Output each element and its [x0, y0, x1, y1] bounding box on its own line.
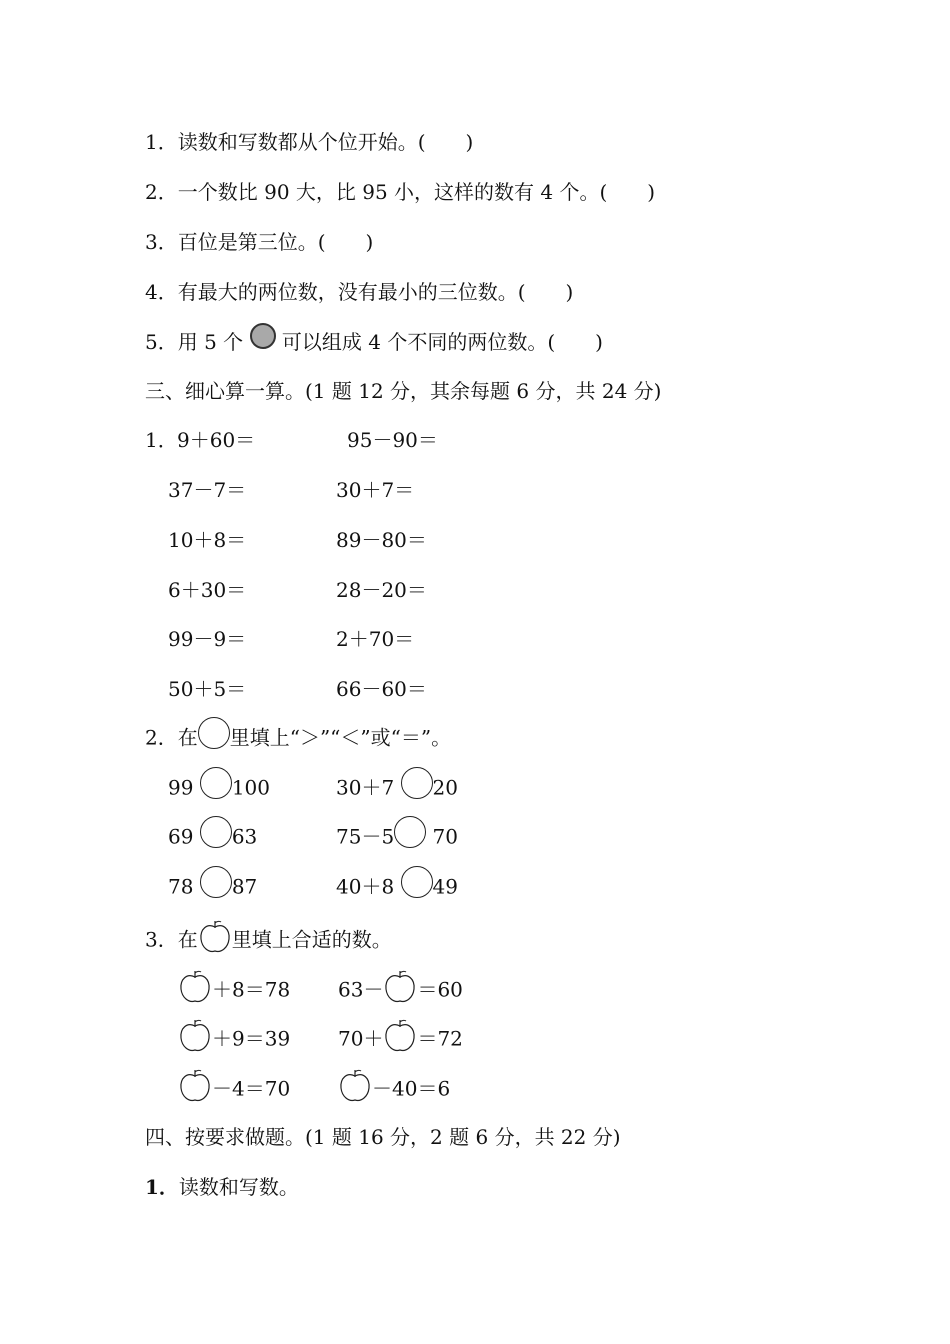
compare-value: 20	[432, 775, 458, 800]
judge-item-1	[145, 128, 473, 156]
compare-value: 87	[231, 874, 258, 899]
fill-row-2-left	[178, 1023, 290, 1051]
compare-value: 30＋7	[336, 775, 395, 800]
calc-left: 6＋30＝	[168, 578, 247, 602]
compare-row-1-right	[336, 773, 458, 801]
compare-value: 69	[168, 824, 194, 849]
compare-value: 63	[231, 824, 258, 849]
calc-left: 37－7＝	[168, 478, 247, 502]
item-number: 1．	[145, 130, 178, 154]
item-number: 3．	[145, 230, 178, 254]
apple-icon	[198, 920, 232, 954]
section-3-title: 三、细心算一算。(1 题 12 分，其余每题 6 分，共 24 分)	[145, 379, 662, 403]
compare-row-1-left	[168, 773, 270, 801]
calc-right: 2＋70＝	[336, 627, 415, 651]
calc-left: 10＋8＝	[168, 528, 247, 552]
compare-q2-prompt	[145, 723, 451, 751]
calc-right: 30＋7＝	[336, 478, 415, 502]
answer-circle[interactable]	[394, 816, 426, 848]
item-text: 一个数比 90 大，比 95 小，这样的数有 4 个。( )	[177, 180, 656, 204]
item-number: 2．	[145, 180, 178, 204]
compare-value: 49	[432, 874, 458, 899]
compare-row-3-left	[168, 872, 257, 900]
fill-q3-prompt	[145, 924, 392, 952]
prompt-after: 里填上“＞”“＜”或“＝”。	[229, 725, 452, 750]
compare-value: 78	[168, 874, 194, 899]
compare-value: 75－5	[336, 824, 395, 849]
fill-row-1-left	[178, 974, 290, 1002]
calc-left: 50＋5＝	[168, 677, 247, 701]
compare-row-2-left	[168, 822, 257, 850]
item-text: 读数和写数。	[178, 1175, 299, 1199]
item-text: 百位是第三位。( )	[177, 230, 374, 254]
equation-text: ＝60	[417, 977, 463, 1002]
fill-row-3-left	[178, 1073, 290, 1101]
gray-ball-icon	[250, 323, 276, 349]
compare-row-2-right	[336, 822, 458, 850]
item-number: 3．	[145, 927, 178, 952]
answer-circle[interactable]	[200, 816, 232, 848]
equation-text: 70＋	[338, 1026, 384, 1051]
item-text-before: 用 5 个	[177, 330, 244, 354]
item-text: 读数和写数都从个位开始。( )	[177, 130, 474, 154]
item-number: 4．	[145, 280, 178, 304]
equation-text: ＋9＝39	[212, 1026, 291, 1051]
item-number: 5．	[145, 330, 178, 354]
calc-left: 99－9＝	[168, 627, 247, 651]
section-4-q1	[145, 1173, 299, 1201]
item-number: 2．	[145, 725, 178, 750]
apple-blank[interactable]	[338, 1069, 372, 1103]
apple-blank[interactable]	[383, 1019, 417, 1053]
item-number: 1．	[145, 1175, 179, 1199]
calc-right: 66－60＝	[336, 677, 427, 701]
calc-q1-number: 1．	[145, 428, 178, 452]
item-text-after: 可以组成 4 个不同的两位数。( )	[281, 330, 603, 354]
apple-blank[interactable]	[178, 1019, 212, 1053]
judge-item-2	[145, 178, 655, 206]
equation-text: ＝72	[417, 1026, 463, 1051]
compare-value: 100	[231, 775, 270, 800]
compare-value: 99	[168, 775, 194, 800]
compare-value: 40＋8	[336, 874, 395, 899]
compare-row-3-right	[336, 872, 458, 900]
prompt-before: 在	[177, 725, 198, 750]
answer-circle[interactable]	[200, 866, 232, 898]
calc-right: 28－20＝	[336, 578, 427, 602]
item-text: 有最大的两位数，没有最小的三位数。( )	[177, 280, 574, 304]
prompt-before: 在	[177, 927, 198, 952]
answer-circle[interactable]	[200, 767, 232, 799]
calc-right: 95－90＝	[347, 428, 438, 452]
prompt-after: 里填上合适的数。	[231, 927, 392, 952]
answer-circle[interactable]	[401, 866, 433, 898]
judge-item-4	[145, 278, 573, 306]
apple-blank[interactable]	[383, 970, 417, 1004]
equation-text: －4＝70	[212, 1076, 291, 1101]
apple-blank[interactable]	[178, 970, 212, 1004]
judge-item-3	[145, 228, 373, 256]
answer-circle[interactable]	[401, 767, 433, 799]
calc-left: 9＋60＝	[177, 428, 256, 452]
fill-row-2-right	[338, 1023, 463, 1051]
apple-blank[interactable]	[178, 1069, 212, 1103]
fill-row-1-right	[338, 974, 463, 1002]
judge-item-5	[145, 328, 603, 356]
circle-icon	[198, 717, 230, 749]
equation-text: 63－	[338, 977, 384, 1002]
equation-text: －40＝6	[372, 1076, 451, 1101]
equation-text: ＋8＝78	[212, 977, 291, 1002]
calc-right: 89－80＝	[336, 528, 427, 552]
section-4-title: 四、按要求做题。(1 题 16 分，2 题 6 分，共 22 分)	[145, 1125, 621, 1149]
fill-row-3-right	[338, 1073, 450, 1101]
compare-value: 70	[432, 824, 458, 849]
